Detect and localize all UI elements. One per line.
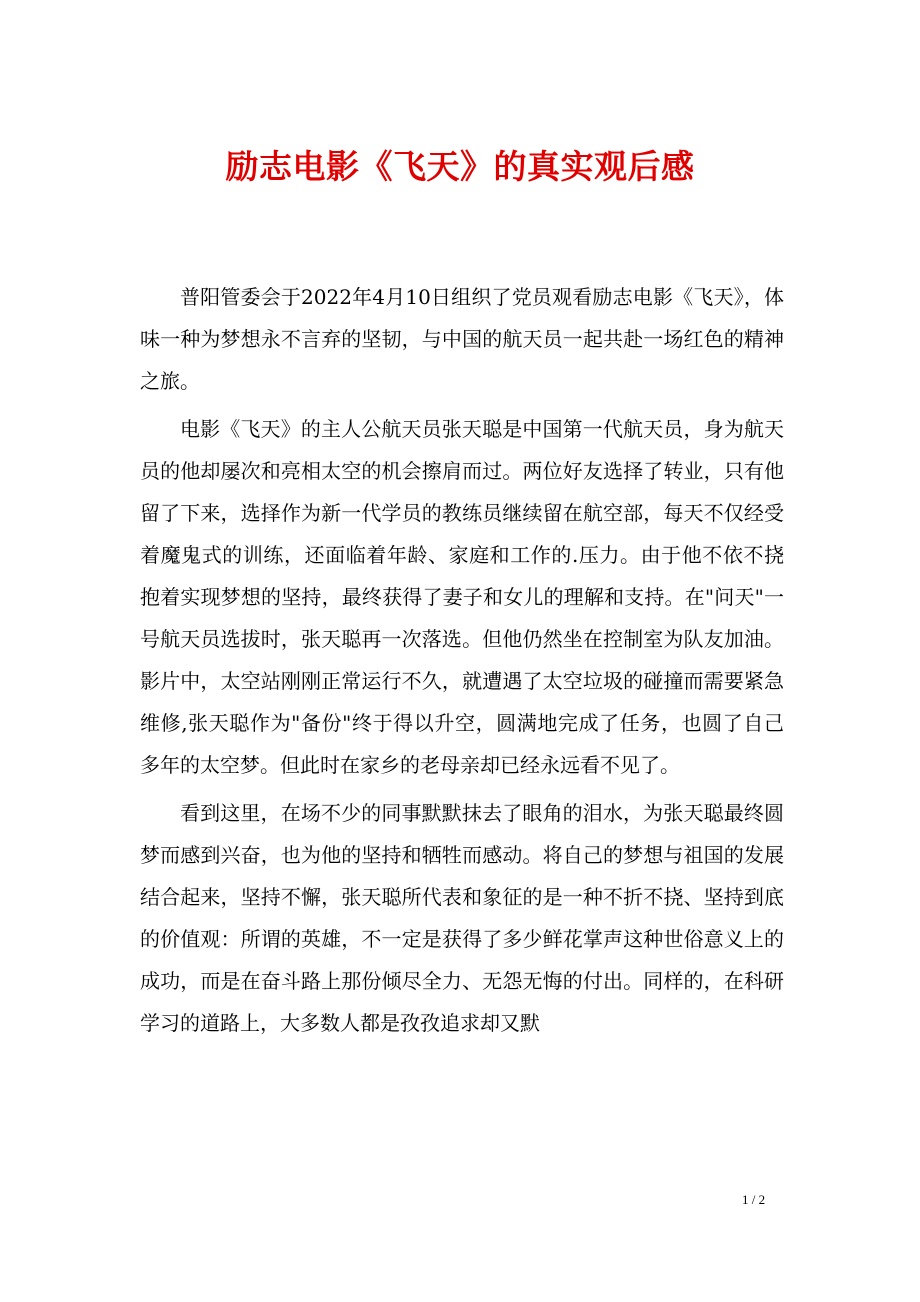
document-title: 励志电影《飞天》的真实观后感 [225,147,695,186]
paragraph-1: 普阳管委会于2022年4月10日组织了党员观看励志电影《飞天》，体味一种为梦想永不言弃的坚韧，与中国的航天员一起共赴一场红色的精神之旅。 [140,285,784,393]
paragraph-3: 看到这里，在场不少的同事默默抹去了眼角的泪水，为张天聪最终圆梦而感到兴奋，也为他的坚持和牺牲而感动。将自己的梦想与祖国的发展结合起来，坚持不懈，张天聪所代表和象征的是一种不折不挠、坚持到底的价值观：所谓的英雄，不一定是获得了多少鲜花掌声这种世俗意义上的成功，而是在奋斗路上那份倾尽全力、无怨无悔的付出。同样的，在科研学习的道路上，大多数人都是孜孜追求却又默 [140,801,784,1035]
page-number: 1 / 2 [742,1192,766,1207]
paragraph-2: 电影《飞天》的主人公航天员张天聪是中国第一代航天员，身为航天员的他却屡次和亮相太空的机会擦肩而过。两位好友选择了转业，只有他留了下来，选择作为新一代学员的教练员继续留在航空部，每天不仅经受着魔鬼式的训练，还面临着年龄、家庭和工作的.压力。由于他不依不挠抱着实现梦想的坚持，最终获得了妻子和女儿的理解和支持。在"问天"一号航天员选拔时，张天聪再一次落选。但他仍然坐在控制室为队友加油。影片中，太空站刚刚正常运行不久，就遭遇了太空垃圾的碰撞而需要紧急维修,张天聪作为"备份"终于得以升空，圆满地完成了任务，也圆了自己多年的太空梦。但此时在家乡的老母亲却已经永远看不见了。 [140,417,784,777]
document-body [140,276,784,1044]
